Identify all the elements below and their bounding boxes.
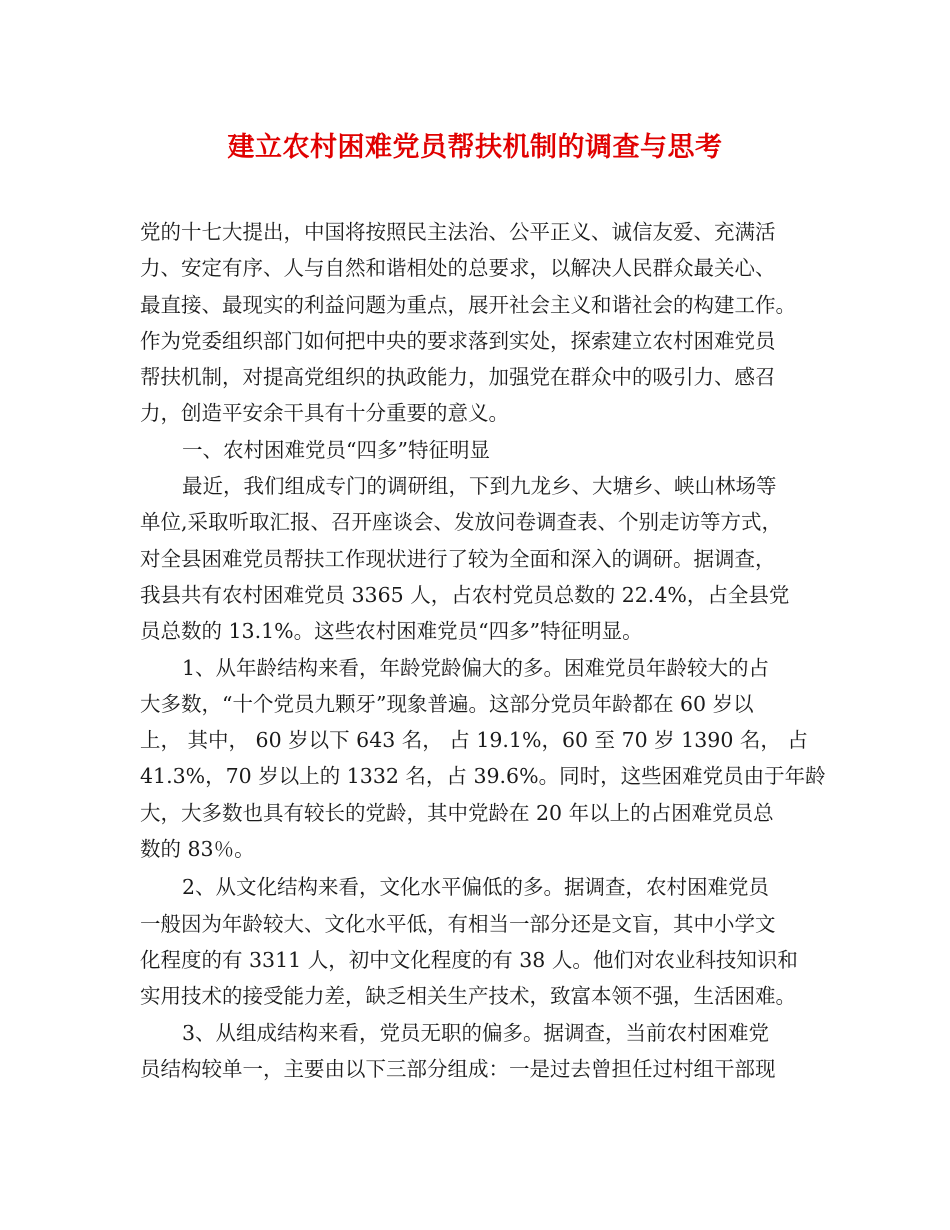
body-line: 上， 其中， 60 岁以下 643 名， 占 19.1%，60 至 70 岁 1390 名， 占 (140, 728, 808, 753)
body-line: 实用技术的接受能力差，缺乏相关生产技术，致富本领不强，生活困难。 (140, 984, 796, 1009)
body-line: 大，大多数也具有较长的党龄，其中党龄在 20 年以上的占困难党员总 (140, 800, 774, 825)
document-title: 建立农村困难党员帮扶机制的调查与思考 (227, 132, 723, 163)
body-line: 2、从文化结构来看，文化水平偏低的多。据调查，农村困难党员 (182, 875, 770, 900)
body-line: 员结构较单一，主要由以下三部分组成：一是过去曾担任过村组干部现 (140, 1056, 776, 1081)
body-line: 3、从组成结构来看，党员无职的偏多。据调查，当前农村困难党 (182, 1020, 770, 1045)
body-line: 力、安定有序、人与自然和谐相处的总要求，以解决人民群众最关心、 (140, 256, 776, 281)
body-line: 大多数，“十个党员九颗牙”现象普遍。这部分党员年龄都在 60 岁以 (140, 691, 754, 716)
section-heading: 一、农村困难党员“四多”特征明显 (182, 437, 490, 462)
body-line: 作为党委组织部门如何把中央的要求落到实处，探索建立农村困难党员 (140, 328, 776, 353)
body-line: 党的十七大提出，中国将按照民主法治、公平正义、诚信友爱、充满活 (140, 220, 776, 244)
body-line: 我县共有农村困难党员 3365 人，占农村党员总数的 22.4%，占全县党 (140, 582, 790, 607)
body-line: 对全县困难党员帮扶工作现状进行了较为全面和深入的调研。据调查， (140, 546, 776, 571)
body-line: 力，创造平安余干具有十分重要的意义。 (140, 401, 509, 426)
body-line: 单位,采取听取汇报、召开座谈会、发放问卷调查表、个别走访等方式， (140, 510, 783, 535)
body-line: 数的 83％。 (140, 837, 255, 862)
body-line: 化程度的有 3311 人，初中文化程度的有 38 人。他们对农业科技知识和 (140, 947, 798, 972)
body-line: 41.3%，70 岁以上的 1332 名，占 39.6%。同时，这些困难党员由于年龄 (140, 764, 826, 789)
body-line: 帮扶机制，对提高党组织的执政能力，加强党在群众中的吸引力、感召 (140, 365, 776, 390)
body-line: 员总数的 13.1%。这些农村困难党员“四多”特征明显。 (140, 619, 643, 644)
body-line: 1、从年龄结构来看，年龄党龄偏大的多。困难党员年龄较大的占 (182, 655, 770, 680)
body-line: 最直接、最现实的利益问题为重点，展开社会主义和谐社会的构建工作。 (140, 292, 796, 317)
body-line: 一般因为年龄较大、文化水平低，有相当一部分还是文盲，其中小学文 (140, 911, 776, 936)
document-body (140, 214, 826, 1087)
body-line: 最近，我们组成专门的调研组，下到九龙乡、大塘乡、峡山林场等 (182, 474, 777, 499)
